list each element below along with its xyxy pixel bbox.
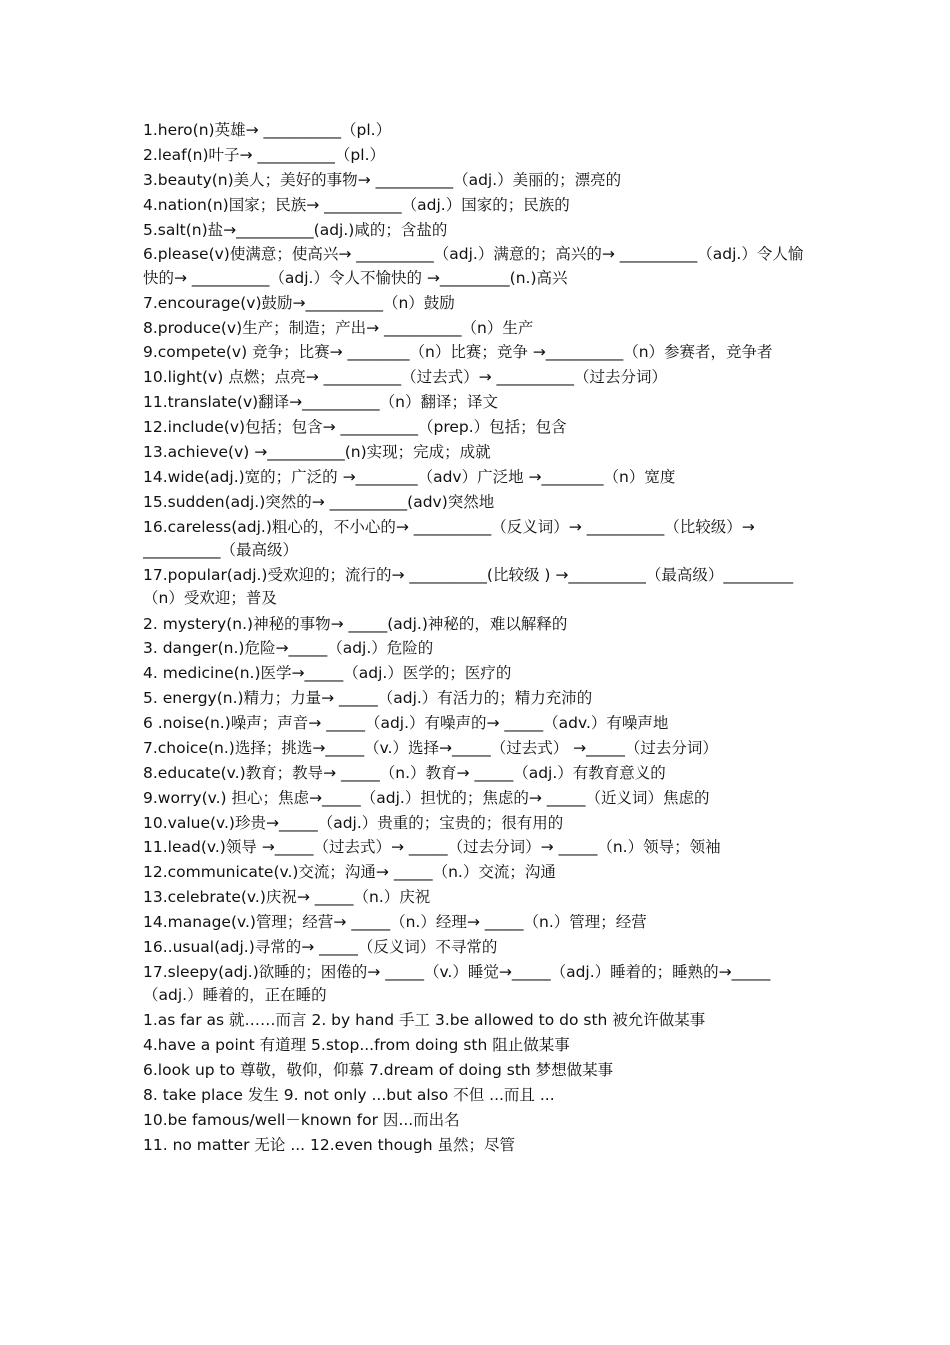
word-item-encourage: 7.encourage(v)鼓励→__________（n）鼓励 — [143, 293, 455, 312]
phrase-line-4: 8. take place 发生 9. not only ...but also 不但 ...而且 ... — [143, 1086, 555, 1105]
word-item-mystery: 2. mystery(n.)神秘的事物→ _____(adj.)神秘的，难以解释的 — [143, 614, 568, 633]
word-item-light: 10.light(v) 点燃；点亮→ __________（过去式）→ __________（过去分词） — [143, 368, 668, 387]
word-item-lead: 11.lead(v.)领导 →_____（过去式）→ _____（过去分词）→ _____（n.）领导；领袖 — [143, 838, 721, 857]
phrase-line-6: 11. no matter 无论 ... 12.even though 虽然；尽管 — [143, 1135, 515, 1154]
word-item-manage: 14.manage(v.)管理；经营→ _____（n.）经理→ _____（n.）管理；经营 — [143, 913, 647, 932]
word-item-noise: 6 .noise(n.)噪声；声音→ _____（adj.）有噪声的→ _____（adv.）有噪声地 — [143, 714, 669, 733]
word-item-produce: 8.produce(v)生产；制造；产出→ __________（n）生产 — [143, 318, 534, 337]
word-item-hero: 1.hero(n)英雄→ __________（pl.） — [143, 121, 392, 139]
word-item-sleepy: 17.sleepy(adj.)欲睡的；困倦的→ _____（v.）睡觉→_____（adj.）睡着的；睡熟的→_____（adj.）睡着的，正在睡的 — [143, 962, 771, 1005]
word-item-worry: 9.worry(v.) 担心；焦虑→_____（adj.）担忧的；焦虑的→ _____（近义词）焦虑的 — [143, 788, 710, 807]
word-item-wide: 14.wide(adj.)宽的；广泛的 →________（adv）广泛地 →________（n）宽度 — [143, 468, 676, 487]
word-item-sudden: 15.sudden(adj.)突然的→ __________(adv)突然地 — [143, 492, 495, 511]
word-item-salt: 5.salt(n)盐→__________(adj.)咸的；含盐的 — [143, 220, 448, 239]
vocabulary-worksheet — [143, 118, 815, 1158]
word-item-celebrate: 13.celebrate(v.)庆祝→ _____（n.）庆祝 — [143, 888, 431, 907]
word-item-energy: 5. energy(n.)精力；力量→ _____（adj.）有活力的；精力充沛的 — [143, 689, 593, 708]
phrase-line-3: 6.look up to 尊敬，敬仰，仰慕 7.dream of doing sth 梦想做某事 — [143, 1061, 614, 1080]
word-item-include: 12.include(v)包括；包含→ __________（prep.）包括；包含 — [143, 418, 567, 437]
word-item-careless: 16.careless(adj.)粗心的，不小心的→ __________（反义词）→ __________（比较级）→ __________（最高级） — [143, 517, 755, 560]
word-item-beauty: 3.beauty(n)美人；美好的事物→ __________（adj.）美丽的；漂亮的 — [143, 170, 622, 189]
word-item-danger: 3. danger(n.)危险→_____（adj.）危险的 — [143, 639, 434, 658]
phrase-line-2: 4.have a point 有道理 5.stop...from doing sth 阻止做某事 — [143, 1036, 570, 1055]
phrase-line-1: 1.as far as 就……而言 2. by hand 手工 3.be allowed to do sth 被允许做某事 — [143, 1011, 706, 1030]
word-item-medicine: 4. medicine(n.)医学→_____（adj.）医学的；医疗的 — [143, 664, 512, 683]
word-item-achieve: 13.achieve(v) →__________(n)实现；完成；成就 — [143, 443, 491, 462]
word-item-popular: 17.popular(adj.)受欢迎的；流行的→ __________(比较级 ) →__________（最高级）_________（n）受欢迎；普及 — [143, 565, 794, 608]
phrase-line-5: 10.be famous/well－known for 因...而出名 — [143, 1110, 460, 1129]
word-item-please: 6.please(v)使满意；使高兴→ __________（adj.）满意的；高兴的→ __________（adj.）令人愉快的→ __________（adj.）令人不愉快的 →_________(n.)高兴 — [143, 245, 804, 287]
word-item-compete: 9.compete(v) 竞争；比赛→ ________（n）比赛；竞争 →__________（n）参赛者，竞争者 — [143, 343, 773, 362]
word-item-educate: 8.educate(v.)教育；教导→ _____（n.）教育→ _____（adj.）有教育意义的 — [143, 763, 666, 782]
word-item-nation: 4.nation(n)国家；民族→ __________（adj.）国家的；民族的 — [143, 195, 570, 214]
word-item-leaf: 2.leaf(n)叶子→ __________（pl.） — [143, 145, 385, 164]
word-item-translate: 11.translate(v)翻译→__________（n）翻译；译文 — [143, 393, 498, 412]
word-item-choice: 7.choice(n.)选择；挑选→_____（v.）选择→_____（过去式） →_____（过去分词） — [143, 739, 718, 758]
word-item-usual: 16..usual(adj.)寻常的→ _____（反义词）不寻常的 — [143, 938, 498, 957]
word-item-value: 10.value(v.)珍贵→_____（adj.）贵重的；宝贵的；很有用的 — [143, 813, 564, 832]
word-item-communicate: 12.communicate(v.)交流；沟通→ _____（n.）交流；沟通 — [143, 863, 556, 882]
